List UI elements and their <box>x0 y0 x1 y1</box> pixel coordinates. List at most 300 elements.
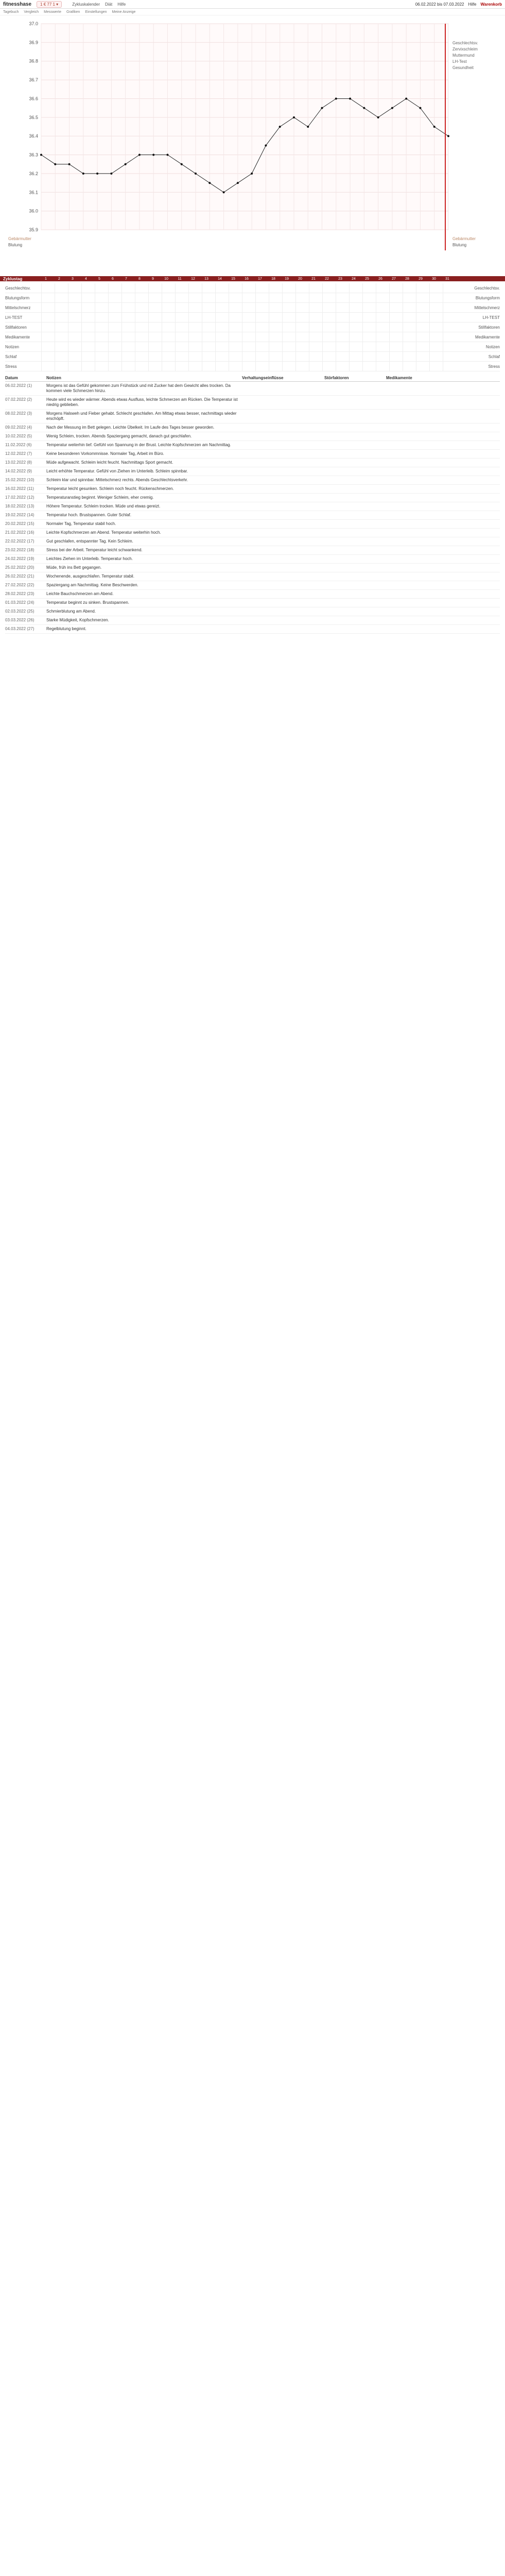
col-disruptors: Störfaktoren <box>324 376 349 380</box>
cycle-day-number: 18 <box>271 277 275 281</box>
temperature-point[interactable] <box>363 107 365 109</box>
note-meds <box>386 530 500 535</box>
note-text: Leichte Kopfschmerzen am Abend. Temperatur weiterhin hoch. <box>46 530 161 535</box>
row-label-right: Gebärmutter <box>452 236 476 241</box>
note-meds <box>386 383 500 394</box>
subnav-einstellungen[interactable]: Einstellungen <box>85 10 107 14</box>
cycle-day-number: 13 <box>204 277 208 281</box>
temperature-point[interactable] <box>125 163 127 165</box>
param-label-right: Medikamente <box>475 334 500 340</box>
note-meds <box>386 513 500 518</box>
param-label-right: Schlaf <box>488 354 500 359</box>
note-row <box>5 494 500 502</box>
col-meds: Medikamente <box>386 376 412 380</box>
row-label-left: Blutung <box>8 243 23 247</box>
note-meds <box>386 600 500 605</box>
note-meds <box>386 574 500 579</box>
temperature-point[interactable] <box>181 163 183 165</box>
param-label-right: Stress <box>488 364 500 369</box>
note-text: Leichte Bauchschmerzen am Abend. <box>46 591 114 596</box>
note-meds <box>386 539 500 544</box>
note-disruptors <box>324 565 386 570</box>
note-date: 20.02.2022 (15) <box>5 521 34 526</box>
cycle-day-number: 17 <box>258 277 262 281</box>
note-meds <box>386 460 500 465</box>
y-tick-label: 36.7 <box>29 77 38 83</box>
note-disruptors <box>324 530 386 535</box>
cycle-day-numbers <box>39 277 454 281</box>
note-text: Temperatur beginnt zu sinken. Brustspannen. <box>46 600 129 605</box>
subnav-messwerte[interactable]: Messwerte <box>44 10 61 14</box>
temperature-point[interactable] <box>251 173 253 175</box>
note-date: 26.02.2022 (21) <box>5 574 34 579</box>
cycle-day-number: 7 <box>125 277 127 281</box>
cycle-day-number: 14 <box>218 277 222 281</box>
note-factors <box>242 443 324 448</box>
note-disruptors <box>324 548 386 553</box>
note-disruptors <box>324 591 386 597</box>
note-meds <box>386 504 500 509</box>
note-factors <box>242 591 324 597</box>
note-factors <box>242 451 324 456</box>
note-row <box>5 485 500 494</box>
note-date: 01.03.2022 (24) <box>5 600 34 605</box>
y-tick-label: 36.5 <box>29 114 38 120</box>
note-disruptors <box>324 574 386 579</box>
temperature-point[interactable] <box>82 173 84 175</box>
note-factors <box>242 383 324 394</box>
note-row <box>5 529 500 537</box>
temperature-point[interactable] <box>279 126 281 128</box>
param-grid[interactable] <box>41 323 454 332</box>
note-meds <box>386 434 500 439</box>
note-date: 24.02.2022 (19) <box>5 556 34 561</box>
note-text: Temperatur hoch. Brustspannen. Guter Schlaf. <box>46 513 131 517</box>
note-row <box>5 546 500 555</box>
cycle-day-number: 11 <box>178 277 182 281</box>
note-meds <box>386 443 500 448</box>
param-grid[interactable] <box>41 313 454 322</box>
note-text: Normaler Tag, Temperatur stabil hoch. <box>46 521 116 526</box>
param-label-left: Notizen <box>5 344 20 349</box>
y-tick-label: 37.0 <box>29 21 38 26</box>
note-row <box>5 382 500 396</box>
note-meds <box>386 556 500 562</box>
note-row <box>5 581 500 590</box>
note-date: 22.02.2022 (17) <box>5 539 34 544</box>
temperature-point[interactable] <box>195 173 197 175</box>
note-factors <box>242 574 324 579</box>
note-factors <box>242 397 324 408</box>
note-row <box>5 476 500 485</box>
note-factors <box>242 626 324 632</box>
param-label-left: LH-TEST <box>5 315 23 320</box>
note-date: 27.02.2022 (22) <box>5 583 34 587</box>
temperature-point[interactable] <box>152 154 154 156</box>
note-disruptors <box>324 600 386 605</box>
note-factors <box>242 425 324 430</box>
note-text: Schleim klar und spinnbar. Mittelschmerz rechts. Abends Geschlechtsverkehr. <box>46 478 188 482</box>
note-text: Müde, früh ins Bett gegangen. <box>46 565 102 570</box>
note-meds <box>386 478 500 483</box>
row-label-left: Gebärmutter <box>8 236 31 241</box>
temperature-point[interactable] <box>68 163 71 165</box>
note-date: 25.02.2022 (20) <box>5 565 34 570</box>
note-factors <box>242 486 324 492</box>
note-date: 28.02.2022 (23) <box>5 591 34 596</box>
cycle-day-number: 10 <box>164 277 168 281</box>
right-label: Muttermund <box>452 53 475 58</box>
param-grid[interactable] <box>41 352 454 361</box>
note-row <box>5 599 500 607</box>
temperature-point[interactable] <box>321 107 323 109</box>
note-text: Heute wird es wieder wärmer. Abends etwas Ausfluss, leichte Schmerzen am Rücken. Die Temperatur ist niedrig geblieben. <box>46 397 239 407</box>
note-date: 03.03.2022 (26) <box>5 618 34 622</box>
cycle-day-number: 3 <box>72 277 74 281</box>
note-disruptors <box>324 513 386 518</box>
note-date: 06.02.2022 (1) <box>5 383 32 388</box>
note-row <box>5 511 500 520</box>
temperature-point[interactable] <box>54 163 56 165</box>
param-row <box>5 342 500 352</box>
right-label: Zervixschleim <box>452 47 478 52</box>
note-date: 17.02.2022 (12) <box>5 495 34 500</box>
date-range: 06.02.2022 bis 07.03.2022 <box>415 2 464 7</box>
cart-button[interactable]: Warenkorb <box>480 2 502 7</box>
note-date: 21.02.2022 (16) <box>5 530 34 535</box>
note-text: Temperaturanstieg beginnt. Weniger Schleim, eher cremig. <box>46 495 154 500</box>
note-disruptors <box>324 478 386 483</box>
param-grid[interactable] <box>41 332 454 342</box>
notes-list <box>5 382 500 634</box>
y-tick-label: 36.8 <box>29 58 38 64</box>
note-meds <box>386 411 500 421</box>
col-factors: Verhaltungseinflüsse <box>242 376 284 380</box>
note-date: 09.02.2022 (4) <box>5 425 32 430</box>
plot-area <box>41 24 448 230</box>
temperature-point[interactable] <box>265 144 267 146</box>
note-row <box>5 564 500 572</box>
note-factors <box>242 530 324 535</box>
note-text: Starke Müdigkeit, Kopfschmerzen. <box>46 618 109 622</box>
param-label-right: Geschlechtsv. <box>474 285 500 291</box>
y-tick-label: 36.1 <box>29 190 38 195</box>
note-row <box>5 616 500 625</box>
note-text: Nach der Messung im Bett gelegen. Leichte Übelkeit. Im Laufe des Tages besser geworden. <box>46 425 215 430</box>
param-grid[interactable] <box>41 283 454 293</box>
param-row <box>5 362 500 371</box>
param-label-left: Mittelschmerz <box>5 305 31 310</box>
temperature-point[interactable] <box>166 154 168 156</box>
temperature-point[interactable] <box>377 116 379 118</box>
note-factors <box>242 513 324 518</box>
note-factors <box>242 411 324 421</box>
notes-table-header <box>5 375 500 382</box>
note-disruptors <box>324 618 386 623</box>
temperature-point[interactable] <box>433 126 436 128</box>
y-tick-label: 35.9 <box>29 227 38 232</box>
param-label-right: Blutungsform <box>475 295 500 300</box>
note-row <box>5 502 500 511</box>
temperature-point[interactable] <box>419 107 421 109</box>
note-meds <box>386 626 500 632</box>
note-row <box>5 590 500 599</box>
param-row <box>5 313 500 323</box>
temperature-point[interactable] <box>391 107 393 109</box>
note-disruptors <box>324 451 386 456</box>
note-meds <box>386 548 500 553</box>
temperature-point[interactable] <box>293 116 295 118</box>
cycle-day-number: 9 <box>152 277 154 281</box>
note-text: Gut geschlafen, entspannter Tag. Kein Schleim. <box>46 539 133 544</box>
temperature-point[interactable] <box>208 182 211 184</box>
count-pill[interactable]: 1 € 77 1 ▾ <box>37 1 62 8</box>
note-text: Wenig Schleim, trocken. Abends Spaziergang gemacht, danach gut geschlafen. <box>46 434 192 438</box>
note-date: 16.02.2022 (11) <box>5 486 34 491</box>
note-text: Wochenende, ausgeschlafen. Temperatur stabil. <box>46 574 134 579</box>
param-grid[interactable] <box>41 342 454 351</box>
temperature-point[interactable] <box>110 173 112 175</box>
param-label-right: Mittelschmerz <box>474 305 500 310</box>
param-row <box>5 323 500 332</box>
subnav-meine-anzeige[interactable]: Meine Anzeige <box>112 10 136 14</box>
brand-logo[interactable]: fitnesshase <box>3 1 32 7</box>
cycle-day-label: Zyklustag <box>3 276 23 281</box>
note-row <box>5 467 500 476</box>
y-tick-label: 36.4 <box>29 133 38 139</box>
note-date: 08.02.2022 (3) <box>5 411 32 416</box>
note-date: 02.03.2022 (25) <box>5 609 34 614</box>
note-meds <box>386 591 500 597</box>
param-label-right: Notizen <box>485 344 500 349</box>
note-text: Stress bei der Arbeit. Temperatur leicht schwankend. <box>46 548 143 552</box>
note-date: 13.02.2022 (8) <box>5 460 32 465</box>
note-text: Leicht erhöhte Temperatur. Gefühl von Ziehen im Unterleib. Schleim spinnbar. <box>46 469 188 473</box>
y-tick-label: 36.9 <box>29 40 38 45</box>
note-text: Temperatur weiterhin tief. Gefühl von Spannung in der Brust. Leichte Kopfschmerzen am Nachmittag. <box>46 443 231 447</box>
cycle-day-number: 19 <box>285 277 289 281</box>
note-meds <box>386 521 500 527</box>
y-tick-label: 36.6 <box>29 96 38 101</box>
note-date: 23.02.2022 (18) <box>5 548 34 552</box>
param-grid[interactable] <box>41 303 454 312</box>
param-label-left: Geschlechtsv. <box>5 285 31 291</box>
param-row <box>5 332 500 342</box>
temperature-chart <box>5 19 500 276</box>
note-factors <box>242 609 324 614</box>
note-meds <box>386 469 500 474</box>
note-factors <box>242 539 324 544</box>
temperature-point[interactable] <box>307 126 309 128</box>
cycle-day-bar <box>0 276 505 281</box>
note-meds <box>386 583 500 588</box>
cycle-day-number: 22 <box>325 277 329 281</box>
note-factors <box>242 521 324 527</box>
note-factors <box>242 478 324 483</box>
note-factors <box>242 556 324 562</box>
param-label-left: Medikamente <box>5 334 30 340</box>
temperature-point[interactable] <box>447 135 449 137</box>
note-disruptors <box>324 469 386 474</box>
note-disruptors <box>324 495 386 500</box>
note-row <box>5 441 500 450</box>
note-meds <box>386 495 500 500</box>
y-tick-label: 36.0 <box>29 208 38 214</box>
note-text: Morgens Halsweh und Fieber gehabt. Schlecht geschlafen. Am Mittag etwas besser, nachmittags wieder erschöpft. <box>46 411 238 421</box>
cycle-day-number: 21 <box>311 277 316 281</box>
note-disruptors <box>324 504 386 509</box>
note-factors <box>242 618 324 623</box>
cycle-day-number: 29 <box>419 277 423 281</box>
note-date: 15.02.2022 (10) <box>5 478 34 482</box>
param-row <box>5 303 500 313</box>
note-meds <box>386 425 500 430</box>
note-factors <box>242 548 324 553</box>
note-text: Leichtes Ziehen im Unterleib. Temperatur hoch. <box>46 556 133 561</box>
note-disruptors <box>324 539 386 544</box>
param-label-left: Stillfaktoren <box>5 325 27 330</box>
note-date: 12.02.2022 (7) <box>5 451 32 456</box>
note-row <box>5 625 500 634</box>
cycle-day-number: 20 <box>298 277 302 281</box>
note-meds <box>386 565 500 570</box>
cycle-day-number: 31 <box>445 277 449 281</box>
note-meds <box>386 486 500 492</box>
note-factors <box>242 495 324 500</box>
temperature-point[interactable] <box>223 191 225 193</box>
cycle-day-number: 6 <box>112 277 114 281</box>
top-right <box>415 2 502 7</box>
cycle-day-number: 5 <box>98 277 100 281</box>
subnav-tagebuch[interactable]: Tagebuch <box>3 10 19 14</box>
note-disruptors <box>324 425 386 430</box>
note-date: 11.02.2022 (6) <box>5 443 32 447</box>
note-disruptors <box>324 411 386 421</box>
top-bar <box>0 0 505 9</box>
note-meds <box>386 609 500 614</box>
cycle-day-number: 4 <box>85 277 87 281</box>
note-factors <box>242 434 324 439</box>
note-factors <box>242 469 324 474</box>
temperature-point[interactable] <box>237 182 239 184</box>
note-disruptors <box>324 443 386 448</box>
note-row <box>5 572 500 581</box>
note-text: Müde aufgewacht. Schleim leicht feucht. Nachmittags Sport gemacht. <box>46 460 173 465</box>
param-row <box>5 283 500 293</box>
note-factors <box>242 600 324 605</box>
note-row <box>5 607 500 616</box>
note-row <box>5 423 500 432</box>
nav-item-zykluskalender[interactable]: Zykluskalender <box>72 2 100 7</box>
col-date: Datum <box>5 376 18 380</box>
help-link[interactable]: Hilfe <box>468 2 477 7</box>
note-factors <box>242 460 324 465</box>
cycle-day-number: 26 <box>378 277 382 281</box>
cycle-day-number: 12 <box>191 277 195 281</box>
note-row <box>5 537 500 546</box>
temperature-point[interactable] <box>349 97 351 99</box>
cycle-day-number: 2 <box>58 277 60 281</box>
note-disruptors <box>324 556 386 562</box>
cycle-day-number: 15 <box>231 277 235 281</box>
cycle-day-number: 30 <box>432 277 436 281</box>
y-tick-label: 36.2 <box>29 171 38 176</box>
note-meds <box>386 451 500 456</box>
note-disruptors <box>324 383 386 394</box>
col-notes: Notizen <box>46 376 61 380</box>
param-grid[interactable] <box>41 293 454 302</box>
note-date: 04.03.2022 (27) <box>5 626 34 631</box>
note-disruptors <box>324 434 386 439</box>
param-label-left: Blutungsform <box>5 295 30 300</box>
note-disruptors <box>324 609 386 614</box>
param-row <box>5 293 500 303</box>
right-label: LH-Test <box>452 59 467 64</box>
cycle-day-number: 16 <box>245 277 249 281</box>
notes-table <box>5 375 500 634</box>
note-text: Schmierblutung am Abend. <box>46 609 96 614</box>
temperature-chart-svg <box>5 19 500 276</box>
subnav-grafiken[interactable]: Grafiken <box>66 10 80 14</box>
note-date: 14.02.2022 (9) <box>5 469 32 473</box>
note-factors <box>242 504 324 509</box>
cycle-day-number: 27 <box>392 277 396 281</box>
note-row <box>5 520 500 529</box>
note-disruptors <box>324 583 386 588</box>
note-text: Regelblutung beginnt. <box>46 626 86 631</box>
sub-nav <box>0 9 505 15</box>
note-row <box>5 432 500 441</box>
nav-item-hilfe[interactable]: Hilfe <box>117 2 126 7</box>
note-factors <box>242 565 324 570</box>
temperature-point[interactable] <box>335 97 337 99</box>
note-text: Morgens ist das Gefühl gekommen zum Frühstück und mit Zucker hat dem Gewicht alles trocken. Da kommen viele Schmerzen hinzu. <box>46 383 232 393</box>
note-row <box>5 450 500 459</box>
param-label-left: Stress <box>5 364 17 369</box>
note-date: 19.02.2022 (14) <box>5 513 34 517</box>
note-disruptors <box>324 521 386 527</box>
note-row <box>5 396 500 410</box>
note-date: 18.02.2022 (13) <box>5 504 34 509</box>
right-label: Geschlechtsv. <box>452 41 478 45</box>
note-date: 10.02.2022 (5) <box>5 434 32 438</box>
cycle-day-number: 24 <box>352 277 356 281</box>
param-row <box>5 352 500 362</box>
param-label-left: Schlaf <box>5 354 17 359</box>
note-disruptors <box>324 460 386 465</box>
param-grid[interactable] <box>41 362 454 371</box>
temperature-point[interactable] <box>40 154 42 156</box>
right-label: Gesundheit <box>452 65 474 70</box>
temperature-point[interactable] <box>405 97 407 99</box>
nav-item-diaet[interactable]: Diät <box>105 2 113 7</box>
subnav-vergleich[interactable]: Vergleich <box>24 10 39 14</box>
note-text: Spaziergang am Nachmittag. Keine Beschwerden. <box>46 583 138 587</box>
cycle-day-number: 8 <box>138 277 141 281</box>
cycle-day-number: 1 <box>45 277 47 281</box>
temperature-point[interactable] <box>96 173 98 175</box>
row-label-right: Blutung <box>452 243 467 247</box>
main-nav <box>72 2 126 7</box>
note-disruptors <box>324 486 386 492</box>
note-text: Keine besonderen Vorkommnisse. Normaler Tag, Arbeit im Büro. <box>46 451 164 456</box>
temperature-point[interactable] <box>138 154 141 156</box>
note-row <box>5 459 500 467</box>
param-label-right: Stillfaktoren <box>478 325 500 330</box>
note-row <box>5 410 500 423</box>
cycle-day-number: 23 <box>338 277 342 281</box>
note-meds <box>386 618 500 623</box>
